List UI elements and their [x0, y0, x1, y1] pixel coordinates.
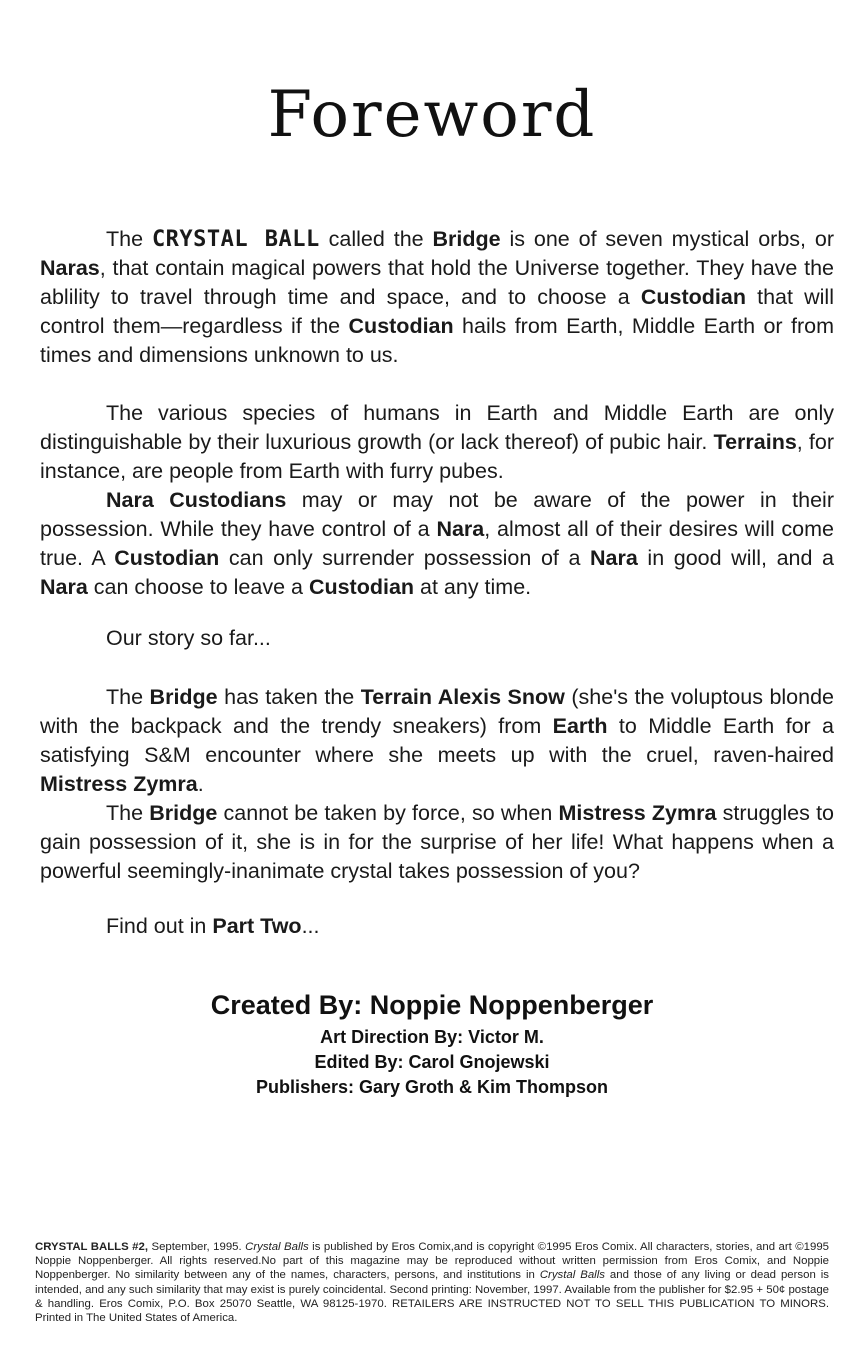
text-bold: Nara [436, 517, 485, 541]
text-span: The [106, 227, 152, 251]
crystal-ball-name: CRYSTAL BALL [151, 227, 320, 252]
text-span: has taken the [217, 685, 361, 709]
text-span: cannot be taken by force, so when [217, 801, 559, 825]
text-bold: Custodian [348, 314, 454, 338]
publishers: Publishers: Gary Groth & Kim Thompson [255, 1077, 609, 1097]
text-span: struggles to gain possession of it, she is in for the surprise of her life! What happens when a powerful seemingly-inanimate crystal takes possession of you? [40, 801, 835, 883]
text-bold: Custodian [114, 546, 220, 570]
text-bold: Bridge [432, 227, 501, 251]
text-bold: Nara [590, 546, 638, 570]
text-span: , that contain magical powers that hold the Universe together. They have the ablility to travel through time and space, and to choose a [40, 256, 834, 309]
text-bold: Custodian [640, 285, 746, 309]
text-span: can only surrender possession of a [219, 546, 591, 570]
text-span: The [106, 685, 150, 709]
text-italic: Crystal Balls [245, 1241, 309, 1253]
text-span: , almost all of their desires will come true. A [40, 517, 834, 570]
text-bold: Terrains [713, 430, 797, 454]
text-span: The [106, 801, 150, 825]
indicia-fine-print [35, 1240, 829, 1325]
paragraph-story-so-far [106, 624, 864, 653]
indicia-title: CRYSTAL BALLS #2, [35, 1241, 149, 1253]
text-span: . [197, 772, 204, 796]
text-bold: Mistress Zymra [40, 772, 198, 796]
text-bold: Custodian [308, 575, 415, 599]
text-span: to Middle Earth for a satisfying S&M encounter where she meets up with the cruel, raven-haired [40, 714, 834, 767]
text-span: that will control them—regardless if the [40, 285, 834, 338]
edited-by: Edited By: Carol Gnojewski [314, 1052, 550, 1072]
text-span: at any time. [414, 575, 532, 599]
text-bold: Terrain Alexis Snow [360, 685, 565, 709]
text-span: is one of seven mystical orbs, or [500, 227, 835, 251]
text-bold: Part Two [212, 914, 302, 938]
text-bold: Bridge [149, 801, 218, 825]
text-span: ... [301, 914, 320, 938]
text-span: The various species of humans in Earth and Middle Earth are only distinguishable by their luxurious growth (or lack thereof) of pubic hair. [40, 401, 834, 454]
text-bold: Bridge [149, 685, 218, 709]
text-span: hails from Earth, Middle Earth or from times and dimensions unknown to us. [40, 314, 834, 367]
text-span: (she's the voluptous blonde with the backpack and the trendy sneakers) from [40, 685, 835, 738]
paragraph-species [40, 399, 834, 486]
paragraph-bridge [40, 799, 834, 886]
text-span: September, 1995. [148, 1241, 246, 1253]
text-span: Find out in [106, 914, 213, 938]
text-bold: Naras [40, 256, 100, 280]
text-italic: Crystal Balls [539, 1269, 605, 1282]
text-span: , for instance, are people from Earth with furry pubes. [40, 430, 834, 483]
art-direction-by: Art Direction By: Victor M. [320, 1027, 544, 1047]
text-span: in good will, and a [637, 546, 835, 570]
text-bold: Earth [552, 714, 608, 738]
paragraph-intro [40, 225, 834, 370]
credits-block [0, 985, 864, 1100]
text-bold: Nara Custodians [106, 488, 287, 512]
text-span: is published by Eros Comix,and is copyright ©1995 Eros Comix. All characters, stories, and art ©1995 Noppie Noppenberger. All rights reserved.No part of this magazine may be reproduced without written permission from Eros Comix, and Noppie Noppenberger. No similarity between any of the names, characters, persons, and institutions in [35, 1241, 829, 1282]
text-span: Our story so far... [106, 626, 271, 650]
page-title: Foreword [267, 78, 597, 152]
created-by: Created By: Noppie Noppenberger [210, 990, 654, 1020]
text-span: may or may not be aware of the power in their possession. While they have control of a [40, 488, 834, 541]
text-bold: Mistress Zymra [558, 801, 717, 825]
text-span: can choose to leave a [87, 575, 309, 599]
paragraph-custodians [40, 486, 834, 602]
text-span: called the [319, 227, 433, 251]
text-bold: Nara [40, 575, 88, 599]
paragraph-find-out [106, 912, 864, 941]
text-span: and those of any living or dead person is intended, and any such similarity that may exist is purely coincidental. Second printing: November, 1997. Available from the publisher for $2.95 + 50¢ postage & handling. Eros Comix, P.O. Box 25070 Seattle, WA 98125-1970. RETAILERS ARE INSTRUCTED NOT TO SELL THIS PUBLICATION TO MINORS. Printed in The United States of America. [35, 1269, 830, 1325]
paragraph-summary [40, 683, 834, 799]
